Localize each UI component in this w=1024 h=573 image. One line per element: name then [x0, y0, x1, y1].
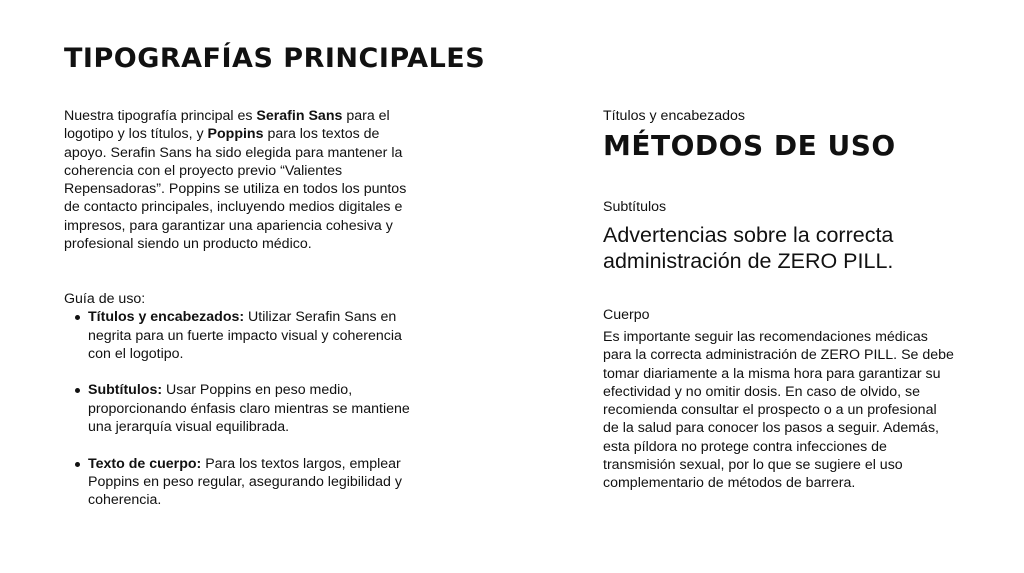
body-sample-block [603, 306, 955, 493]
intro-font-poppins: Poppins [207, 126, 264, 143]
guide-item-label: Subtítulos: [88, 382, 163, 399]
typography-description [64, 107, 424, 528]
guide-item-text: Utilizar Serafin Sans en negrita para un fuerte impacto visual y coherencia con el logotipo. [88, 309, 402, 362]
intro-text-2: para el logotipo y los títulos, y [64, 108, 390, 143]
intro-font-serafin: Serafin Sans [256, 108, 343, 124]
guide-title: Guía de uso: [64, 291, 146, 307]
heading-sample-text: MÉTODOS DE USO [603, 129, 896, 162]
guide-list [64, 308, 424, 509]
heading-sample-block [603, 107, 953, 163]
typography-samples [603, 107, 954, 492]
guide-item-label: Texto de cuerpo: [88, 455, 202, 472]
subtitle-sample-text: Advertencias sobre la correcta administración de ZERO PILL. [603, 223, 894, 273]
intro-text-3: para los textos de apoyo. Serafin Sans ha sido elegida para mantener la coherencia con el proyecto previo “Valientes Repensadoras”. Poppins se utiliza en todos los puntos de contacto principales, incluyendo medios digitales e impresos, para garantizar una apariencia cohesiva y profesional siendo un producto médico. [64, 126, 407, 253]
guide-item-subtitles [64, 381, 424, 436]
intro-paragraph [64, 107, 424, 290]
guide-item-label: Títulos y encabezados: [88, 309, 245, 326]
body-sample-text: Es importante seguir las recomendaciones médicas para la correcta administración de ZERO PILL. Se debe tomar diariamente a la misma hora para garantizar su efectividad y no omitir dosis. En caso de olvido, se recomienda consultar el prospecto o a un profesional de la salud para conocer los pasos a seguir. Además, esta píldora no protege contra infecciones de transmisión sexual, por lo que se sugiere el uso complementario de métodos de barrera. [603, 329, 954, 492]
subtitle-sample-label: Subtítulos [603, 199, 667, 215]
body-sample-label: Cuerpo [603, 307, 650, 323]
bullet-icon [75, 315, 80, 320]
guide-item-titles [64, 308, 424, 363]
intro-text-1: Nuestra tipografía principal es [64, 108, 257, 124]
page-title: TIPOGRAFÍAS PRINCIPALES [64, 43, 486, 74]
subtitle-sample-block [603, 198, 963, 274]
guide-item-text: Para los textos largos, emplear Poppins en peso regular, asegurando legibilidad y coherencia. [88, 455, 402, 509]
guide-item-text: Usar Poppins en peso medio, proporcionando énfasis claro mientras se mantiene una jerarquía visual equilibrada. [88, 382, 410, 436]
bullet-icon [75, 388, 80, 393]
guide-item-body [64, 455, 424, 510]
bullet-icon [75, 462, 80, 467]
heading-sample-label: Títulos y encabezados [603, 108, 745, 124]
